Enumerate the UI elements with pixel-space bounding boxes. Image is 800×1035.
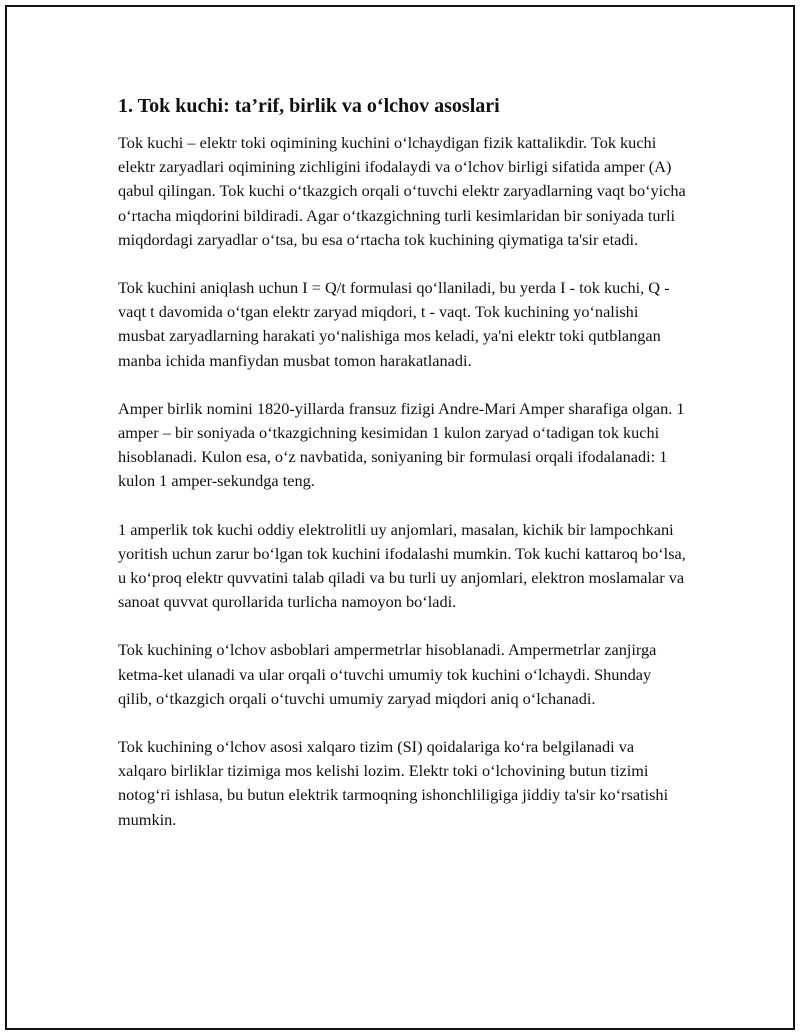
paragraph-ammeters: Tok kuchining o‘lchov asboblari ampermetrlar hisoblanadi. Ampermetrlar zanjirga ketma-ket ulanadi va ular orqali o‘tuvchi umumiy tok kuchini o‘lchaydi. Shunday qilib, o‘tkazgich orqali o‘tuvchi umumiy zaryad miqdori aniq o‘lchanadi. (118, 640, 657, 708)
paragraph-formula: Tok kuchini aniqlash uchun I = Q/t formulasi qo‘llaniladi, bu yerda I - tok kuchi, Q - vaqt t davomida o‘tgan elektr zaryad miqdori, t - vaqt. Tok kuchining yo‘nalishi musbat zaryadlarning harakati yo‘nalishiga mos keladi, ya'ni elektr toki qutblangan manba ichida manfiydan musbat tomon harakatlanadi. (118, 278, 670, 370)
paragraph-ampere-unit: Amper birlik nomini 1820-yillarda fransuz fizigi Andre-Mari Amper sharafiga olgan. 1 amper – bir soniyada o‘tkazgichning kesimidan 1 kulon zaryad o‘tadigan tok kuchi hisoblanadi. Kulon esa, o‘z navbatida, soniyaning bir formulasi orqali ifodalanadi: 1 kulon 1 amper-sekundga teng. (118, 398, 685, 491)
document-body (118, 92, 686, 856)
section-heading: 1. Tok kuchi: ta’rif, birlik va o‘lchov asoslari (118, 95, 500, 117)
paragraph-si-system: Tok kuchining o‘lchov asosi xalqaro tizim (SI) qoidalariga ko‘ra belgilanadi va xalqaro birliklar tizimiga mos kelishi lozim. Elektr toki o‘lchovining butun tizimi notog‘ri ishlasa, bu butun elektrik tarmoqning ishonchliligiga jiddiy ta'sir ko‘rsatishi mumkin. (118, 737, 669, 829)
paragraph-definition: Tok kuchi – elektr toki oqimining kuchini o‘lchaydigan fizik kattalikdir. Tok kuchi elektr zaryadlari oqimining zichligini ifodalaydi va o‘lchov birligi sifatida amper (A) qabul qilingan. Tok kuchi o‘tkazgich orqali o‘tuvchi elektr zaryadlarning vaqt bo‘yicha o‘rtacha miqdorini bildiradi. Agar o‘tkazgichning turli kesimlaridan bir soniyada turli miqdordagi zaryadlar o‘tsa, bu esa o‘rtacha tok kuchining qiymatiga ta'sir etadi. (118, 133, 686, 249)
paragraph-examples: 1 amperlik tok kuchi oddiy elektrolitli uy anjomlari, masalan, kichik bir lampochkani yoritish uchun zarur bo‘lgan tok kuchini ifodalashi mumkin. Tok kuchi kattaroq bo‘lsa, u ko‘proq elektr quvvatini talab qiladi va bu turli uy anjomlari, elektron moslamalar va sanoat quvvat qurollarida turlicha namoyon bo‘ladi. (118, 519, 686, 612)
